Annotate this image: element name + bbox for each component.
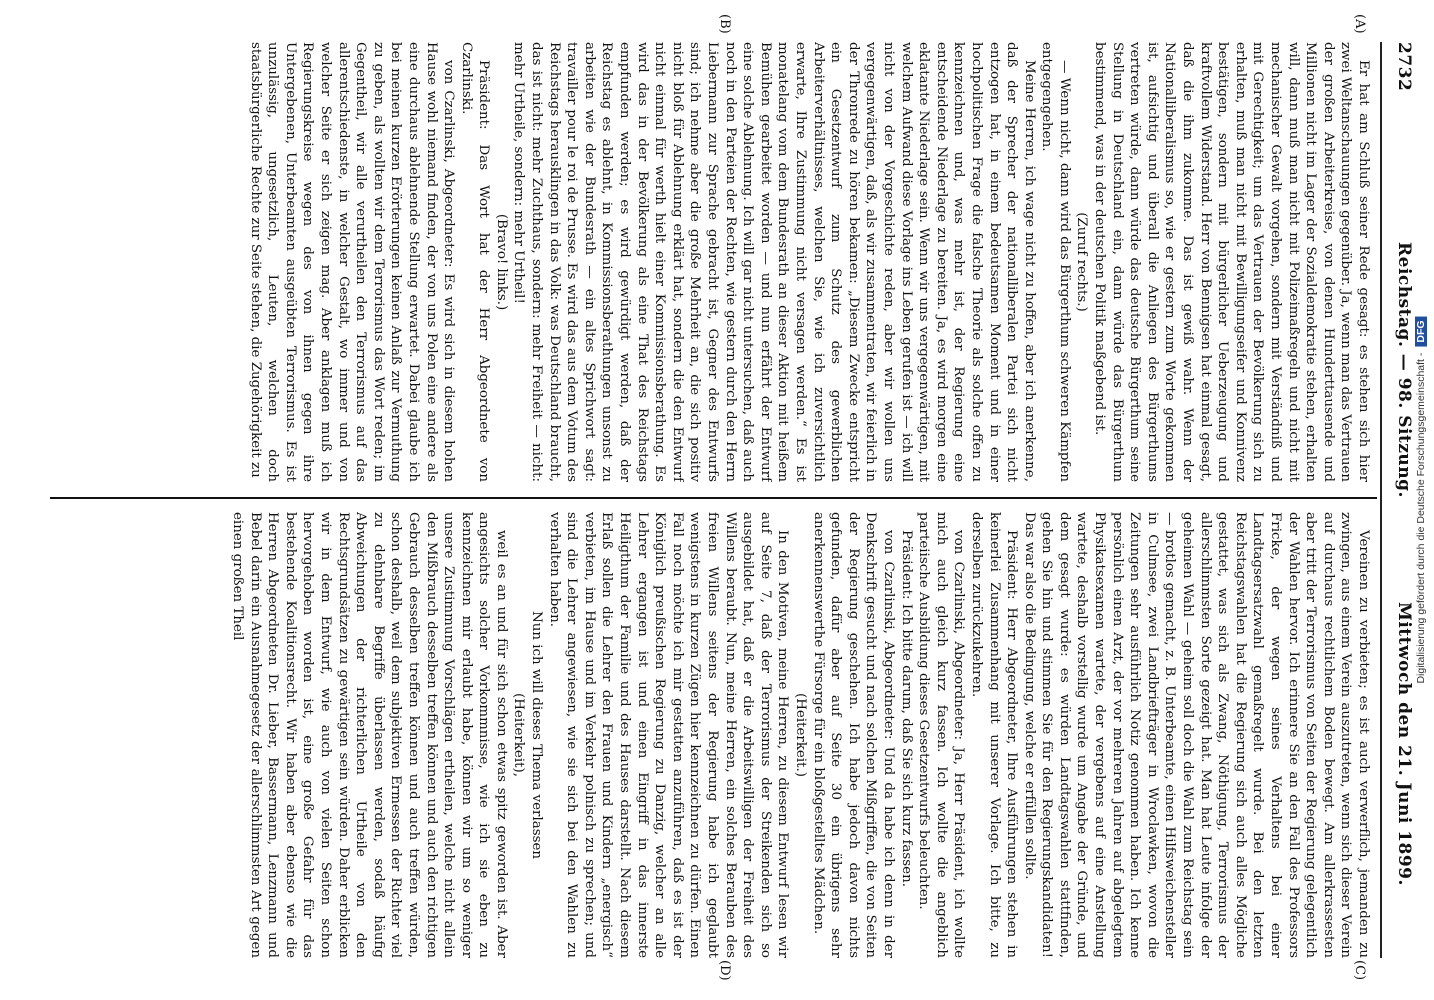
interjection: (Bravo! links.) bbox=[493, 213, 509, 311]
margin-mark-b: (B) bbox=[717, 14, 732, 34]
paragraph: Nun ich will dieses Thema verlassen bbox=[529, 610, 545, 860]
interjection: (Zuruf rechts.) bbox=[1074, 212, 1090, 312]
margin-mark-c: (C) bbox=[1352, 960, 1367, 981]
paragraph: Meine Herren, ich wage nicht zu hoffen, aber ich anerkenne, daß der Sprecher der nationalliberalen Partei sich nicht entzogen hat, in einem bedeutsamen Moment und in einer hochpolitischen Frage die falsche Theorie als solche offen zu kennzeichnen und, was mehr ist, der Regierung eine entscheidende Niederlage zu bereiten. Ja, es wird morgen eine eklatante Niederlage sein. Wenn wir uns vergegenwärtigen, mit welchem Aufwand diese Vorlage ins Leben gerufen ist — ich will nicht von der Vorgeschichte reden, aber wir wollen uns vergegenwärtigen, daß, als wir zusammentraten, wir feierlich in der Thronrede zu hören bekamen: „Diesem Zwecke entspricht ein Gesetzentwurf zum Schutz des gewerblichen Arbeiterverhältnisses, welchen Sie, wie ich zuversichtlich erwarte, Ihre Zustimmung nicht versagen werden.“ Es ist monatelang vom dem Bundesrath an dieser Aktion mit heißem Bemühen gearbeitet worden — und nun erfährt der Entwurf eine solche Ablehnung. Ich will gar nicht untersuchen, daß auch noch in den Parteien der Rechten, wie gestern durch den Herrn Liebermann zur Sprache gebracht ist, Gegner des Entwurfs sind; ich nehme aber die große Mehrheit an, die sich positiv nicht bloß für Ablehnung erklärt hat, sondern die den Entwurf nicht einmal für werth hielt einer Kommissionsberathung. Es wird das in der Bevölkerung als eine That des Reichstags empfunden werden; es wird gewürdigt werden, daß der Reichstag es ablehnt, in Kommissionsberathungen unsonst zu arbeiten wie der Bundesrath — ein altes Sprichwort sagt: travailler pour le roi de Prusse. Es wird das aus dem Votum des Reichstags herausklingen in das Volk: was Deutschland braucht, das ist nicht: mehr Zuchthaus, sondern: mehr Freiheit — nicht: mehr Urtheile, sondern: mehr Urtheil! bbox=[511, 42, 1037, 482]
interjection: (Heiterkeit.) bbox=[793, 693, 808, 777]
rotated-page bbox=[42, 14, 1422, 981]
paragraph: In den Motiven, meine Herren, zu diesem Entwurf lesen wir auf Seite 7, daß der Terrorismus der Streikenden sich so ausgebildet hat, daß er die Arbeitswilligen der Freiheit des Willens beraubt. Nun, meine Herren, ein solches Berauben des freien Willens seitens der Regierung habe ich geglaubt wenigstens in kurzen Zügen hier kennzeichnen zu dürfen. Einen Fall noch möchte ich mir gestatten anzuführen, daß es ist der Königlich preußischen Regierung zu Danzig, welcher an alle Lehrer ergangen ist und einen Eingriff in das innerste Heiligthum der Familie und des Hauses darstellt. Nach diesem Erlaß sollen die Lehrer den Frauen und Kindern „energisch“ verbieten, im Hause und im Verkehr polnisch zu sprechen; und sind die Lehrer angewiesen, wie sie sich bei den Wahlen zu verhalten haben. bbox=[546, 512, 791, 958]
left-column bbox=[52, 42, 1372, 482]
page-number: 2732 bbox=[1394, 42, 1414, 92]
header-date: Mittwoch den 21. Juni 1899. bbox=[1394, 602, 1414, 886]
column-divider bbox=[50, 497, 1377, 499]
margin-mark-d: (D) bbox=[717, 960, 732, 981]
paragraph: von Czarlinski, Abgeordneter: Es wird sich in diesem hohen Hause wohl niemand finden, der von uns Polen eine andere als eine durchaus ablehnende Stellung erwartet. Dabei glaube ich bei meinen kurzen Erörterungen keinen Anlaß zur Vermuthung zu geben, als wollten wir dem Terrorismus das Wort reden; im Gegentheil, wir alle verurtheilen den Terrorismus auf das allerentschiedenste, in welcher Gestalt, wo immer und von welcher Seite er sich zeigen mag. Aber anklagen muß ich Regierungskreise wegen des von ihnen gegen ihre Untergebenen, Unterbeamten ausgeübten Terrorismus. Es ist unzulässig, ungesetzlich, Leuten, welchen doch staatsbürgerliche Rechte zur Seite stehen, die Zugehörigkeit zu bbox=[247, 42, 457, 482]
paragraph: Vereinen zu verbieten; es ist auch verwerflich, jemanden zu zwingen, aus einem Verein auszutreten, wenn sich dieser Verein auf durchaus rechtlichem Boden bewegt. Am allerkrassesten aber tritt der Terrorismus von Seiten der Regierung gelegentlich der Wahlen hervor. Ich erinnere Sie an den Fall des Professors Fricke, der wegen seines Verhaltens bei einer Landtagsersatzwahl gemaßregelt wurde. Bei den letzten Reichstagswahlen hat die Regierung sich auch alles Mögliche gestattet, was sich als Zwang, Nöthigung, Terrorismus der allerschlimmsten Sorte gezeigt hat. Man hat Leute infolge der geheimen Wahl — geheim soll doch die Wahl zum Reichstag sein — brotlos gemacht, z. B. Unterbeamte, einen Hilfsweichensteller in Culmsee, zwei Landbriefträger in Wroclawken, wovon die Zeitungen sehr ausführlich Notiz genommen haben. Ich kenne persönlich einen Arzt, der vor mehreren Jahren auf abgelegtem Physikatsexamen wartete, der vergebens auf eine Anstellung wartete, deshalb vorstellig wurde um Angabe der Gründe, und dem gesagt wurde: es würden Landtagswahlen stattfinden, gehen Sie hin und stimmen Sie für den Regierungskandidaten! Das war also die Bedingung, welche er erfüllen sollte. bbox=[1021, 512, 1371, 958]
paragraph: Präsident: Das Wort hat der Herr Abgeordnete von Czarlinski. bbox=[458, 42, 492, 482]
funding-note bbox=[1412, 10, 1430, 990]
funding-note-text: Digitalisierung gefördert durch die Deutsche Forschungsgemeinschaft - bbox=[1415, 352, 1427, 684]
header-body: Reichstag. — 98. Sitzung. bbox=[1394, 242, 1414, 498]
paragraph: Präsident: Ich bitte darum, daß Sie sich kurz fassen. bbox=[898, 530, 914, 887]
paragraph: — Wenn nicht, dann wird das Bürgerthum schweren Kämpfen entgegengehen. bbox=[1039, 42, 1072, 482]
dfg-logo: DFG bbox=[1415, 316, 1427, 346]
paragraph: Präsident: Herr Abgeordneter, Ihre Ausführungen stehen in keinerlei Zusammenhang mit unserer Vorlage. Ich bitte, zu derselben zurückzukehren. bbox=[968, 512, 1020, 958]
interjection: (Heiterkeit), bbox=[511, 693, 527, 777]
paragraph: von Czarlinski, Abgeordneter: Und da habe ich denn in der Denkschrift gesucht und nach solchen Mißgriffen, die von Seiten der Regierung geschehen. Ich habe jedoch davon nichts gefunden, dafür aber auf Seite 30 ein übrigens sehr anerkennenswerthe Fürsorge für ein bloßgestelltes Mädchen. bbox=[810, 512, 896, 958]
paragraph: Er hat am Schluß seiner Rede gesagt: es stehen sich hier zwei Weltanschauungen gegenüber. Ja, wenn man das Vertrauen der großen Arbeiterkreise, von denen Hunderttausende und Millionen nicht im Lager der Sozialdemokratie stehen, erhalten will, dann muß man nicht mit Polizeimaßregeln und nicht mit mechanischer Gewalt vorgehen, sondern mit Verständniß und mit Gerechtigkeit; um das Vertrauen der Bevölkerung sich zu erhalten, muß man nicht mit Bewilligungseifer und Konnivenz bestätigen, sondern mit bürgerlicher Ueberzeugung und kraftvollem Widerstand. Herr von Bennigsen hat einmal gesagt, daß die ihm zukomme. Das ist gewiß wahr. Wenn der Nationalliberalismus so, wie er gestern zum Worte gekommen ist, aufsichtig und überall die Anliegen des Bürgerthums vertreten würde, dann würde das deutsche Bürgerthum seine Stellung in Deutschland ein, dann würde das Bürgerthum bestimmend, was in der deutschen Politik maßgebend ist. bbox=[1092, 42, 1371, 482]
paragraph: weil es an und für sich schon etwas spitz geworden ist. Aber angesichts solcher Vorkommnisse, wie ich sie eben zu kennzeichnen mir erlaubt habe, können wir um so weniger unsere Zustimmung Vorschlägen ertheilen, welche nicht allein den Mißbrauch desselben treffen können und auch den richtigen Gebrauch desselben treffen können und auch treffen würden, schon deshalb, weil dem subjektiven Ermessen der Richter viel zu dehnbare Begriffe überlassen werden, sodaß häufig Abweichungen der richterlichen Urtheile von den Rechtsgrundsätzen zu gewärtigen sein würden. Daher erblicken wir in dem Entwurf, wie auch von vielen Seiten schon hervorgehoben worden ist, eine große Gefahr für das bestehende Koalitionsrecht. Wir haben aber ebenso wie die Herren Abgeordneten Dr. Lieber, Bassermann, Lenzmann und Bebel darin ein Ausnahmegesetz der allerschlimmsten Art gegen einen großen Theil bbox=[230, 512, 509, 958]
margin-mark-a: (A) bbox=[1352, 14, 1367, 34]
right-column bbox=[52, 512, 1372, 958]
paragraph: von Czarlinski, Abgeordneter: Ja, Herr Präsident, ich wollte mich auch gleich kurz fassen. Ich wollte die angeblich parteiische Ausbildung dieses Gesetzentwurfs beleuchten. bbox=[916, 512, 967, 958]
header-session: — 98. Sitzung. bbox=[1394, 353, 1414, 498]
